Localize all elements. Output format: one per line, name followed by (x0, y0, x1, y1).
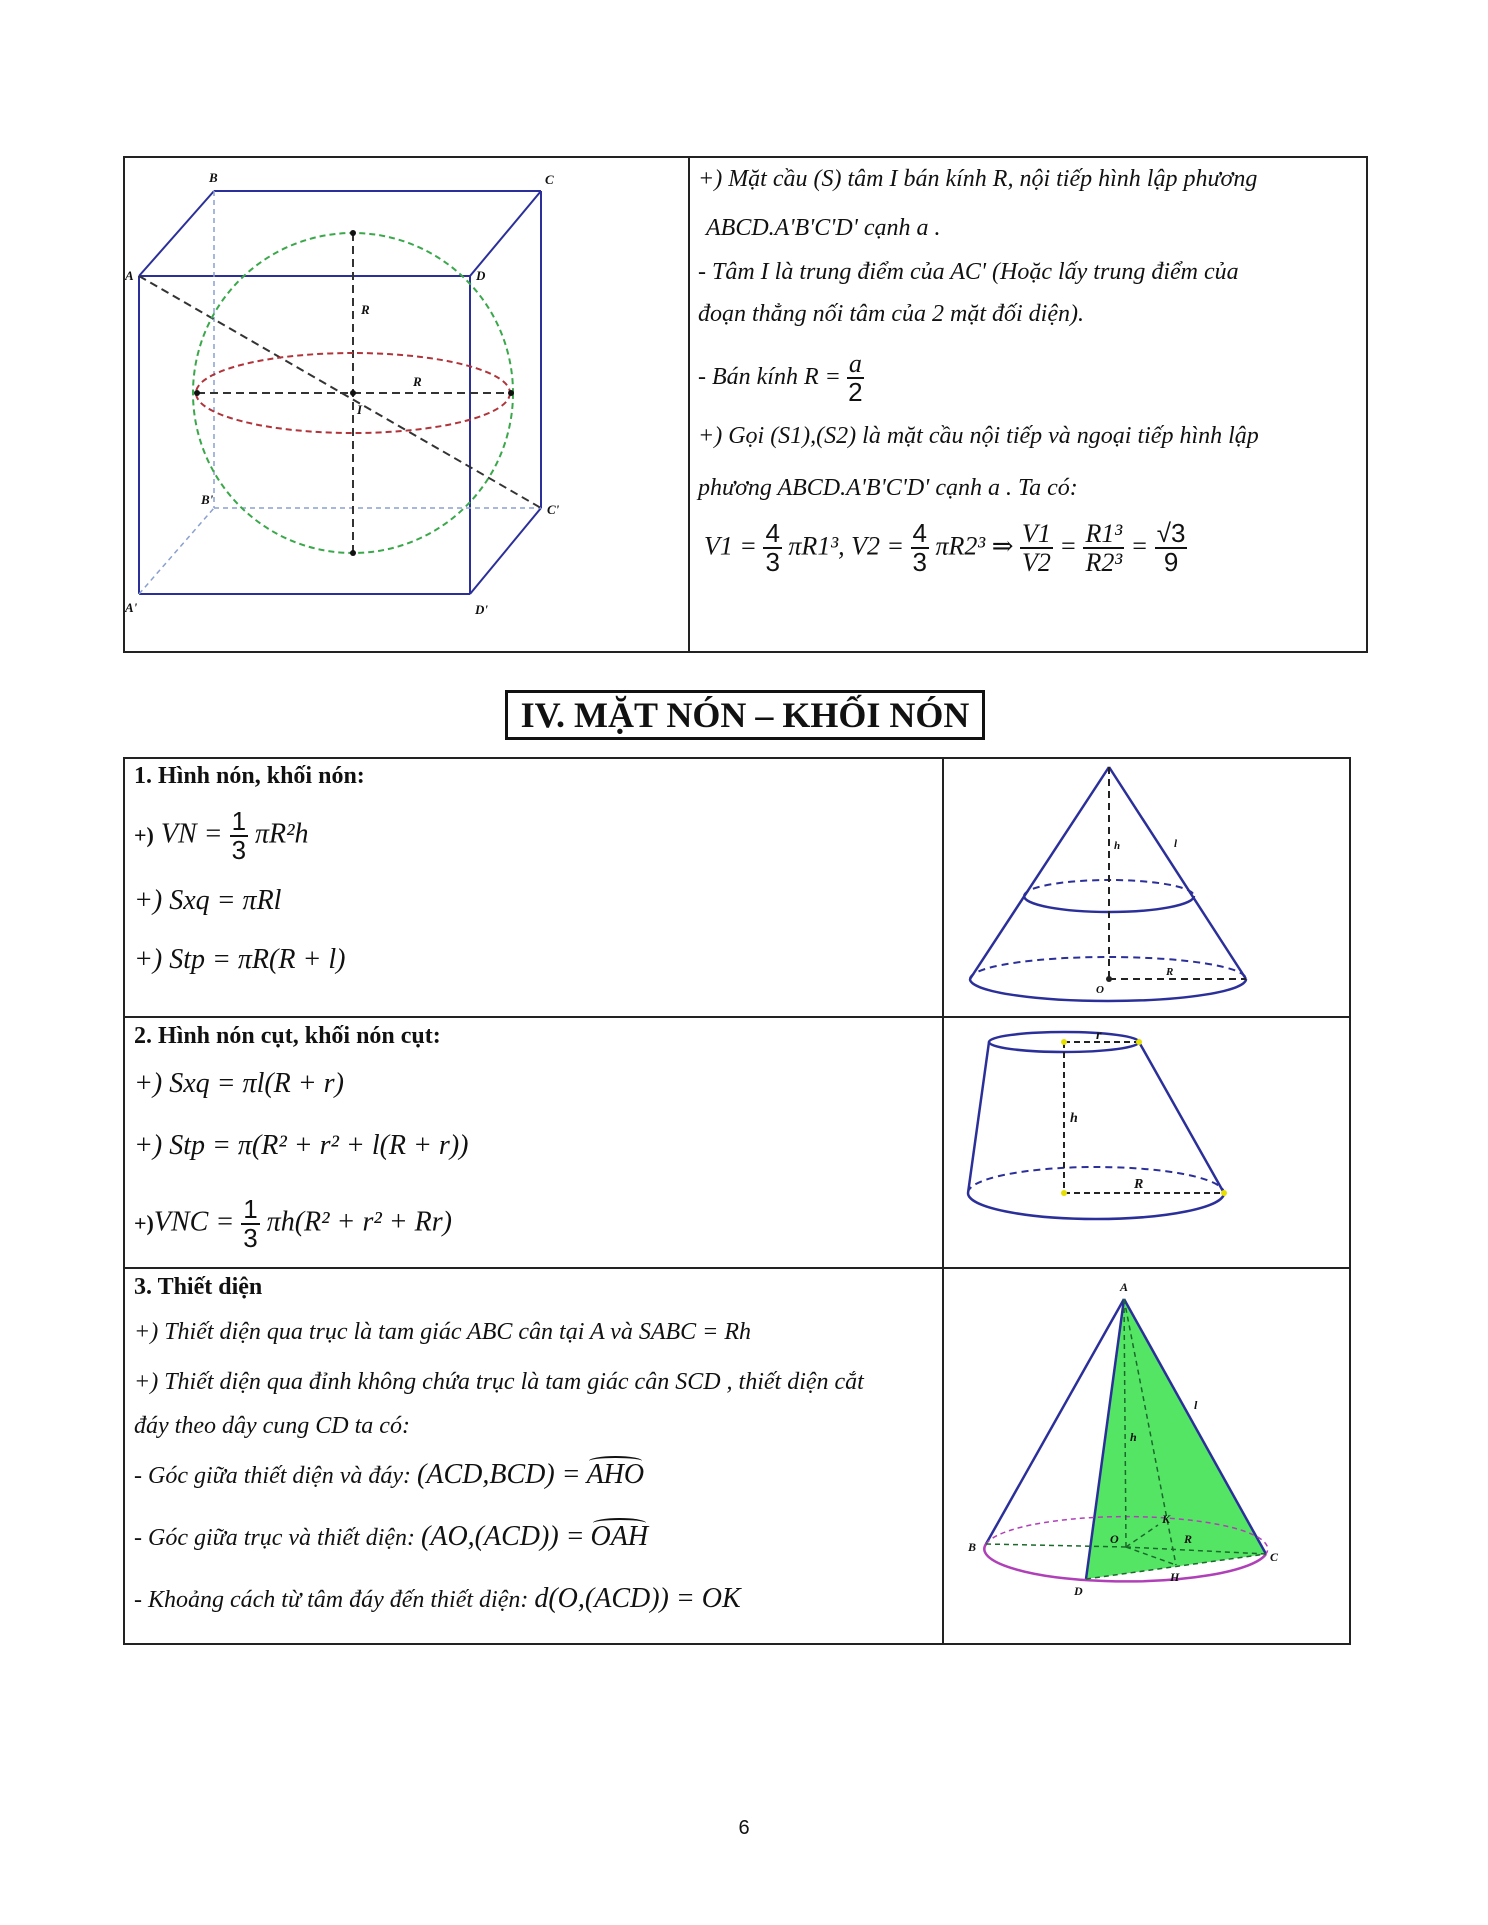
sphere-line-7: phương ABCD.A'B'C'D' cạnh a . Ta có: (698, 475, 1078, 501)
cone-heading: 1. Hình nón, khối nón: (134, 763, 365, 789)
label-D-prime: D' (475, 602, 488, 617)
frustum-f3-num: 1 (243, 1194, 258, 1224)
ratio-den: V2 (1022, 548, 1051, 578)
section-line-6 (134, 1582, 741, 1616)
sphere-line-2: ABCD.A'B'C'D' cạnh a . (706, 215, 941, 241)
cone-f1-num: 1 (231, 806, 247, 836)
v1-num: 4 (765, 518, 780, 548)
v1-rest: πR1³, (788, 531, 845, 561)
v1-den: 3 (765, 547, 780, 578)
section-title: IV. MẶT NÓN – KHỐI NÓN (505, 690, 985, 740)
section-l4-hat: AHO (586, 1459, 645, 1490)
label-B-prime: B' (201, 492, 214, 507)
frustum-f3-lhs: VNC = (153, 1206, 235, 1238)
label-A-prime: A' (125, 600, 138, 615)
cone-formula-sxq: +) Sxq = πRl (134, 885, 282, 916)
label-A: A (125, 268, 134, 283)
section-line-5 (134, 1520, 648, 1554)
section-label-h: h (1130, 1430, 1137, 1444)
volume-formula (704, 520, 1187, 577)
section-l5-hat: OAH (590, 1521, 649, 1552)
frustum-formula-stp: +) Stp = π(R² + r² + l(R + r)) (134, 1130, 469, 1161)
radius-den: 2 (848, 377, 863, 408)
label-C-prime: C' (547, 502, 560, 517)
cube-sphere-figure (125, 158, 687, 651)
section-label-K: K (1162, 1512, 1171, 1526)
frustum-figure (944, 1018, 1349, 1266)
eq-2: = (1130, 531, 1149, 561)
label-I: I (357, 402, 363, 417)
label-B: B (209, 170, 218, 185)
frustum-formula-volume (134, 1196, 452, 1253)
section-l6-math: d(O,(ACD)) = OK (534, 1583, 741, 1614)
cone-formula-stp: +) Stp = πR(R + l) (134, 944, 346, 975)
frustum-f3-prefix: +) (134, 1210, 154, 1236)
frustum-formula-sxq: +) Sxq = πl(R + r) (134, 1068, 344, 1099)
v2-rest: πR2³ ⇒ (935, 531, 1014, 561)
radius-num: a (848, 349, 862, 378)
section-label-D: D (1074, 1584, 1083, 1598)
v2-num: 4 (912, 518, 928, 548)
cone-figure (944, 759, 1349, 1015)
section-label-R: R (1184, 1532, 1193, 1546)
res-num: √3 (1156, 518, 1186, 548)
v1-label: V1 = (704, 531, 757, 561)
section-label-O: O (1110, 1532, 1119, 1546)
section-label-l: l (1194, 1398, 1198, 1412)
cone-f1-lhs: VN = (160, 818, 223, 850)
sphere-line-6: +) Gọi (S1),(S2) là mặt cầu nội tiếp và ngoại tiếp hình lập (698, 423, 1259, 449)
frustum-f3-rhs: πh(R² + r² + Rr) (266, 1206, 452, 1238)
v2-label: V2 = (851, 531, 905, 561)
section-line-1: +) Thiết diện qua trục là tam giác ABC cân tại A và SABC = Rh (134, 1319, 752, 1345)
frustum-heading: 2. Hình nón cụt, khối nón cụt: (134, 1023, 441, 1049)
label-C: C (545, 172, 554, 187)
radius-formula (698, 350, 864, 407)
frustum-label-R: R (1134, 1177, 1144, 1192)
r-num: R1³ (1085, 519, 1123, 548)
cone-label-l: l (1174, 838, 1178, 850)
label-R-vertical: R (361, 302, 370, 317)
section-l4-math: (ACD,BCD) = (417, 1459, 581, 1490)
cone-label-h: h (1114, 840, 1121, 852)
ratio-num: V1 (1022, 519, 1051, 548)
cone-f1-prefix: +) (134, 822, 154, 848)
section-label-A: A (1120, 1280, 1129, 1294)
cone-label-R: R (1166, 966, 1174, 978)
frustum-label-r: r (1096, 1028, 1102, 1043)
section-line-2: +) Thiết diện qua đỉnh không chứa trục là tam giác cân SCD , thiết diện cắt (134, 1369, 864, 1395)
cone-f1-den: 3 (231, 835, 247, 866)
section-l5-math: (AO,(ACD)) = (421, 1521, 585, 1552)
sphere-block-divider (688, 156, 690, 653)
cross-section-figure (944, 1269, 1349, 1643)
section-l4-text: - Góc giữa thiết diện và đáy: (134, 1463, 412, 1489)
sphere-line-4: đoạn thẳng nối tâm của 2 mặt đối diện). (698, 301, 1084, 327)
cone-formula-volume (134, 808, 309, 865)
cone-label-O: O (1096, 984, 1104, 996)
section-label-B: B (968, 1540, 977, 1554)
eq-1: = (1059, 531, 1077, 561)
label-R-horizontal: R (413, 374, 422, 389)
section-l6-text: - Khoảng cách từ tâm đáy đến thiết diện: (134, 1587, 529, 1613)
page-number: 6 (738, 1817, 750, 1839)
v2-den: 3 (912, 547, 928, 578)
label-D: D (476, 268, 486, 283)
sphere-line-1: +) Mặt cầu (S) tâm I bán kính R, nội tiếp hình lập phương (698, 166, 1258, 192)
r-den: R2³ (1085, 548, 1123, 578)
section-label-H: H (1170, 1570, 1180, 1584)
cone-f1-rhs: πR²h (255, 818, 309, 850)
frustum-f3-den: 3 (243, 1223, 258, 1254)
radius-label: - Bán kính R = (698, 363, 841, 390)
section-l5-text: - Góc giữa trục và thiết diện: (134, 1525, 416, 1551)
section-heading: 3. Thiết diện (134, 1274, 263, 1300)
sphere-line-3: - Tâm I là trung điểm của AC' (Hoặc lấy trung điểm của (698, 259, 1239, 285)
res-den: 9 (1163, 547, 1179, 578)
section-line-4 (134, 1458, 644, 1492)
section-label-C: C (1270, 1550, 1279, 1564)
section-line-3: đáy theo dây cung CD ta có: (134, 1413, 410, 1439)
frustum-label-h: h (1070, 1111, 1078, 1126)
